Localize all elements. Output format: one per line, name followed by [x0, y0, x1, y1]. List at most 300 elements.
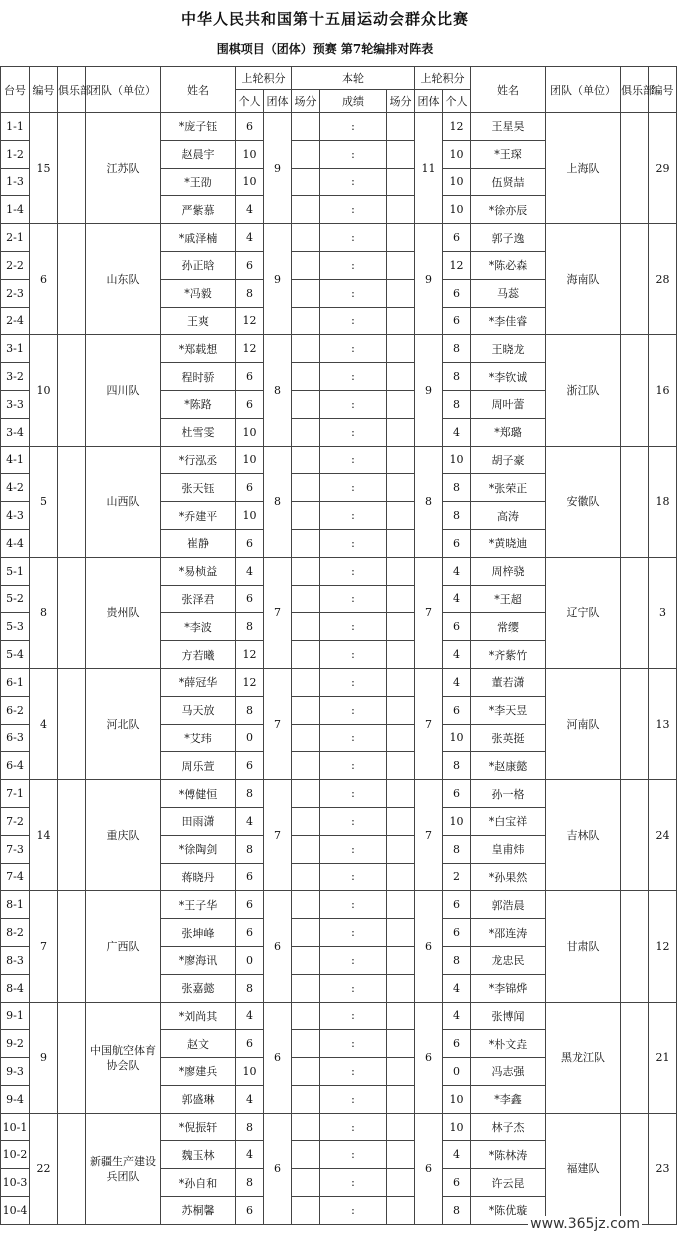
header-match-points-left: 场分 [292, 90, 320, 113]
right-team-number: 23 [649, 1113, 677, 1224]
left-team-number: 7 [30, 891, 58, 1002]
left-match-points [292, 502, 320, 530]
left-player-name: 王爽 [161, 307, 236, 335]
left-individual-score: 12 [236, 668, 264, 696]
right-player-name: *黄晓迪 [471, 529, 546, 557]
left-match-points [292, 752, 320, 780]
left-individual-score: 0 [236, 946, 264, 974]
header-num-left: 编号 [30, 67, 58, 113]
left-match-points [292, 724, 320, 752]
right-player-name: *李鑫 [471, 1085, 546, 1113]
left-individual-score: 6 [236, 752, 264, 780]
table-row [1, 780, 677, 808]
board-number: 3-1 [1, 335, 30, 363]
left-individual-score: 12 [236, 641, 264, 669]
left-player-name: 郭盛琳 [161, 1085, 236, 1113]
left-player-name: 蒋晓丹 [161, 863, 236, 891]
left-individual-score: 8 [236, 279, 264, 307]
result-cell: : [320, 1141, 387, 1169]
board-number: 4-2 [1, 474, 30, 502]
right-player-name: 孙一格 [471, 780, 546, 808]
right-match-points [387, 974, 415, 1002]
right-match-points [387, 363, 415, 391]
left-individual-score: 6 [236, 390, 264, 418]
left-individual-score: 6 [236, 585, 264, 613]
board-number: 8-2 [1, 919, 30, 947]
header-team-left: 团队（单位） [86, 67, 161, 113]
right-individual-score: 6 [443, 529, 471, 557]
board-number: 2-4 [1, 307, 30, 335]
right-club [621, 1113, 649, 1224]
right-player-name: 皇甫炜 [471, 835, 546, 863]
left-player-name: *倪振轩 [161, 1113, 236, 1141]
left-match-points [292, 1113, 320, 1141]
right-team-score: 6 [415, 891, 443, 1002]
result-cell: : [320, 1169, 387, 1197]
result-cell: : [320, 1113, 387, 1141]
right-individual-score: 10 [443, 807, 471, 835]
right-player-name: 王星昊 [471, 113, 546, 141]
left-player-name: 马天放 [161, 696, 236, 724]
right-team-score: 8 [415, 446, 443, 557]
left-individual-score: 8 [236, 974, 264, 1002]
board-number: 2-1 [1, 224, 30, 252]
right-team-score: 7 [415, 557, 443, 668]
left-team-number: 4 [30, 668, 58, 779]
right-match-points [387, 668, 415, 696]
left-club [58, 1002, 86, 1113]
left-individual-score: 8 [236, 613, 264, 641]
left-player-name: *易桢益 [161, 557, 236, 585]
right-team-number: 13 [649, 668, 677, 779]
result-cell: : [320, 974, 387, 1002]
table-row [1, 1113, 677, 1141]
left-player-name: 崔静 [161, 529, 236, 557]
right-match-points [387, 613, 415, 641]
right-team-number: 3 [649, 557, 677, 668]
right-player-name: *白宝祥 [471, 807, 546, 835]
left-team-name: 四川队 [86, 335, 161, 446]
left-team-name: 江苏队 [86, 113, 161, 224]
left-match-points [292, 224, 320, 252]
right-individual-score: 10 [443, 196, 471, 224]
left-team-score: 9 [264, 113, 292, 224]
right-match-points [387, 335, 415, 363]
right-team-score: 7 [415, 780, 443, 891]
right-player-name: 龙忠民 [471, 946, 546, 974]
pairing-table [0, 66, 677, 1225]
header-individual-left: 个人 [236, 90, 264, 113]
right-match-points [387, 891, 415, 919]
result-cell: : [320, 946, 387, 974]
right-player-name: 马蕊 [471, 279, 546, 307]
left-team-score: 7 [264, 557, 292, 668]
left-team-number: 8 [30, 557, 58, 668]
right-player-name: 伍贤喆 [471, 168, 546, 196]
result-cell: : [320, 641, 387, 669]
right-player-name: *陈优璇 [471, 1197, 546, 1225]
left-player-name: 杜雪雯 [161, 418, 236, 446]
left-team-number: 22 [30, 1113, 58, 1224]
left-player-name: 张天钰 [161, 474, 236, 502]
page-title: 中华人民共和国第十五届运动会群众比赛 [180, 10, 469, 28]
header-team-sub-left: 团体 [264, 90, 292, 113]
right-individual-score: 8 [443, 1197, 471, 1225]
result-cell: : [320, 113, 387, 141]
left-match-points [292, 168, 320, 196]
right-individual-score: 8 [443, 835, 471, 863]
left-team-score: 7 [264, 668, 292, 779]
result-cell: : [320, 1058, 387, 1086]
right-match-points [387, 307, 415, 335]
right-match-points [387, 279, 415, 307]
left-team-score: 9 [264, 224, 292, 335]
right-match-points [387, 557, 415, 585]
table-row [1, 557, 677, 585]
right-match-points [387, 418, 415, 446]
left-team-score: 8 [264, 335, 292, 446]
left-team-name: 山西队 [86, 446, 161, 557]
left-match-points [292, 641, 320, 669]
table-row [1, 891, 677, 919]
left-individual-score: 6 [236, 891, 264, 919]
right-individual-score: 4 [443, 1002, 471, 1030]
left-player-name: 程时骄 [161, 363, 236, 391]
left-individual-score: 6 [236, 474, 264, 502]
left-individual-score: 10 [236, 418, 264, 446]
right-individual-score: 10 [443, 1113, 471, 1141]
left-player-name: *王子华 [161, 891, 236, 919]
left-individual-score: 6 [236, 251, 264, 279]
board-number: 5-2 [1, 585, 30, 613]
right-individual-score: 6 [443, 307, 471, 335]
left-player-name: 苏桐馨 [161, 1197, 236, 1225]
left-match-points [292, 140, 320, 168]
left-match-points [292, 196, 320, 224]
left-match-points [292, 557, 320, 585]
left-team-number: 5 [30, 446, 58, 557]
right-player-name: 周叶蕾 [471, 390, 546, 418]
right-individual-score: 6 [443, 919, 471, 947]
result-cell: : [320, 891, 387, 919]
left-team-score: 6 [264, 1113, 292, 1224]
left-individual-score: 10 [236, 140, 264, 168]
right-match-points [387, 251, 415, 279]
left-player-name: *薛冠华 [161, 668, 236, 696]
right-match-points [387, 390, 415, 418]
right-match-points [387, 502, 415, 530]
right-match-points [387, 585, 415, 613]
left-club [58, 1113, 86, 1224]
right-match-points [387, 140, 415, 168]
right-player-name: *徐亦辰 [471, 196, 546, 224]
result-cell: : [320, 1030, 387, 1058]
right-team-name: 海南队 [546, 224, 621, 335]
left-player-name: *廖建兵 [161, 1058, 236, 1086]
right-match-points [387, 780, 415, 808]
right-team-name: 黑龙江队 [546, 1002, 621, 1113]
header-team-sub-right: 团体 [415, 90, 443, 113]
board-number: 7-2 [1, 807, 30, 835]
header-prev-score-right: 上轮积分 [415, 67, 471, 90]
left-player-name: *孙自和 [161, 1169, 236, 1197]
right-player-name: *齐紫竹 [471, 641, 546, 669]
right-team-name: 河南队 [546, 668, 621, 779]
left-club [58, 446, 86, 557]
right-match-points [387, 113, 415, 141]
right-individual-score: 4 [443, 974, 471, 1002]
result-cell: : [320, 696, 387, 724]
right-match-points [387, 752, 415, 780]
right-player-name: 郭浩晨 [471, 891, 546, 919]
right-club [621, 557, 649, 668]
board-number: 1-4 [1, 196, 30, 224]
left-team-name: 重庆队 [86, 780, 161, 891]
right-player-name: *朴文垚 [471, 1030, 546, 1058]
header-prev-score-left: 上轮积分 [236, 67, 292, 90]
right-player-name: 王晓龙 [471, 335, 546, 363]
right-club [621, 780, 649, 891]
left-match-points [292, 251, 320, 279]
left-individual-score: 10 [236, 1058, 264, 1086]
watermark-text: www.365jz.com [530, 1216, 640, 1232]
right-match-points [387, 1169, 415, 1197]
left-individual-score: 6 [236, 1030, 264, 1058]
board-number: 1-3 [1, 168, 30, 196]
left-club [58, 113, 86, 224]
left-player-name: *庞子钰 [161, 113, 236, 141]
left-match-points [292, 974, 320, 1002]
left-match-points [292, 1002, 320, 1030]
right-match-points [387, 1085, 415, 1113]
left-match-points [292, 1058, 320, 1086]
left-player-name: *乔建平 [161, 502, 236, 530]
board-number: 9-3 [1, 1058, 30, 1086]
left-team-number: 6 [30, 224, 58, 335]
left-club [58, 557, 86, 668]
result-cell: : [320, 668, 387, 696]
result-cell: : [320, 390, 387, 418]
left-player-name: 孙正晗 [161, 251, 236, 279]
left-match-points [292, 891, 320, 919]
result-cell: : [320, 613, 387, 641]
right-individual-score: 12 [443, 113, 471, 141]
left-match-points [292, 446, 320, 474]
right-team-number: 21 [649, 1002, 677, 1113]
result-cell: : [320, 446, 387, 474]
left-match-points [292, 1030, 320, 1058]
right-club [621, 446, 649, 557]
left-individual-score: 10 [236, 446, 264, 474]
board-number: 8-4 [1, 974, 30, 1002]
right-player-name: *赵康懿 [471, 752, 546, 780]
left-match-points [292, 307, 320, 335]
right-player-name: *郑璐 [471, 418, 546, 446]
right-individual-score: 8 [443, 335, 471, 363]
right-individual-score: 10 [443, 724, 471, 752]
left-player-name: *刘尚其 [161, 1002, 236, 1030]
right-individual-score: 2 [443, 863, 471, 891]
left-team-number: 15 [30, 113, 58, 224]
left-club [58, 668, 86, 779]
right-individual-score: 10 [443, 140, 471, 168]
table-row [1, 335, 677, 363]
result-cell: : [320, 140, 387, 168]
table-row [1, 224, 677, 252]
table-row [1, 113, 677, 141]
board-number: 8-3 [1, 946, 30, 974]
left-player-name: 张坤峰 [161, 919, 236, 947]
right-team-name: 吉林队 [546, 780, 621, 891]
header-club-right: 俱乐部 [621, 67, 649, 113]
board-number: 4-3 [1, 502, 30, 530]
left-individual-score: 8 [236, 696, 264, 724]
right-team-name: 辽宁队 [546, 557, 621, 668]
left-individual-score: 6 [236, 1197, 264, 1225]
header-board: 台号 [1, 67, 30, 113]
left-match-points [292, 1141, 320, 1169]
left-player-name: *行泓丞 [161, 446, 236, 474]
left-player-name: *王劭 [161, 168, 236, 196]
right-player-name: 周梓骁 [471, 557, 546, 585]
left-match-points [292, 335, 320, 363]
left-individual-score: 12 [236, 335, 264, 363]
left-match-points [292, 835, 320, 863]
board-number: 7-3 [1, 835, 30, 863]
left-match-points [292, 1197, 320, 1225]
left-player-name: *陈路 [161, 390, 236, 418]
board-number: 10-4 [1, 1197, 30, 1225]
table-row [1, 668, 677, 696]
right-club [621, 224, 649, 335]
left-team-name: 中国航空体育协会队 [86, 1002, 161, 1113]
left-match-points [292, 780, 320, 808]
header-individual-right: 个人 [443, 90, 471, 113]
left-individual-score: 4 [236, 224, 264, 252]
left-individual-score: 6 [236, 113, 264, 141]
right-club [621, 335, 649, 446]
right-individual-score: 8 [443, 390, 471, 418]
board-number: 6-2 [1, 696, 30, 724]
table-row [1, 446, 677, 474]
left-team-number: 14 [30, 780, 58, 891]
board-number: 9-2 [1, 1030, 30, 1058]
right-team-name: 浙江队 [546, 335, 621, 446]
right-individual-score: 4 [443, 668, 471, 696]
right-match-points [387, 863, 415, 891]
result-cell: : [320, 224, 387, 252]
right-individual-score: 6 [443, 224, 471, 252]
result-cell: : [320, 919, 387, 947]
left-match-points [292, 1169, 320, 1197]
left-match-points [292, 585, 320, 613]
left-match-points [292, 113, 320, 141]
left-team-name: 广西队 [86, 891, 161, 1002]
right-player-name: *李天昱 [471, 696, 546, 724]
right-individual-score: 4 [443, 557, 471, 585]
result-cell: : [320, 196, 387, 224]
result-cell: : [320, 752, 387, 780]
right-match-points [387, 1058, 415, 1086]
right-team-name: 安徽队 [546, 446, 621, 557]
left-individual-score: 6 [236, 919, 264, 947]
right-match-points [387, 696, 415, 724]
right-club [621, 113, 649, 224]
right-individual-score: 6 [443, 613, 471, 641]
left-player-name: 赵晨宇 [161, 140, 236, 168]
left-match-points [292, 1085, 320, 1113]
header-match-points-right: 场分 [387, 90, 415, 113]
result-cell: : [320, 807, 387, 835]
right-player-name: 常缨 [471, 613, 546, 641]
header-num-right: 编号 [649, 67, 677, 113]
result-cell: : [320, 418, 387, 446]
right-match-points [387, 529, 415, 557]
right-individual-score: 4 [443, 418, 471, 446]
left-player-name: *傅健恒 [161, 780, 236, 808]
left-match-points [292, 363, 320, 391]
left-player-name: *戚泽楠 [161, 224, 236, 252]
result-cell: : [320, 474, 387, 502]
result-cell: : [320, 529, 387, 557]
left-match-points [292, 863, 320, 891]
left-player-name: *艾玮 [161, 724, 236, 752]
header-club-left: 俱乐部 [58, 67, 86, 113]
right-individual-score: 12 [443, 251, 471, 279]
right-individual-score: 6 [443, 891, 471, 919]
right-individual-score: 10 [443, 168, 471, 196]
board-number: 2-3 [1, 279, 30, 307]
left-individual-score: 8 [236, 1113, 264, 1141]
right-club [621, 891, 649, 1002]
left-player-name: *郑载想 [161, 335, 236, 363]
right-individual-score: 6 [443, 780, 471, 808]
result-cell: : [320, 251, 387, 279]
board-number: 7-1 [1, 780, 30, 808]
left-match-points [292, 390, 320, 418]
left-individual-score: 4 [236, 1085, 264, 1113]
right-player-name: *陈必森 [471, 251, 546, 279]
right-match-points [387, 1030, 415, 1058]
left-individual-score: 10 [236, 502, 264, 530]
left-player-name: *冯毅 [161, 279, 236, 307]
right-individual-score: 6 [443, 279, 471, 307]
left-individual-score: 4 [236, 557, 264, 585]
right-individual-score: 8 [443, 474, 471, 502]
board-number: 1-2 [1, 140, 30, 168]
left-match-points [292, 474, 320, 502]
right-team-score: 6 [415, 1113, 443, 1224]
left-individual-score: 10 [236, 168, 264, 196]
board-number: 9-1 [1, 1002, 30, 1030]
right-player-name: 许云昆 [471, 1169, 546, 1197]
right-individual-score: 8 [443, 946, 471, 974]
left-club [58, 224, 86, 335]
board-number: 3-3 [1, 390, 30, 418]
right-team-number: 12 [649, 891, 677, 1002]
left-individual-score: 12 [236, 307, 264, 335]
board-number: 7-4 [1, 863, 30, 891]
board-number: 10-2 [1, 1141, 30, 1169]
header-team-right: 团队（单位） [546, 67, 621, 113]
right-player-name: 高涛 [471, 502, 546, 530]
header-this-round: 本轮 [292, 67, 415, 90]
right-player-name: 郭子逸 [471, 224, 546, 252]
board-number: 3-2 [1, 363, 30, 391]
right-team-score: 6 [415, 1002, 443, 1113]
left-club [58, 780, 86, 891]
left-individual-score: 8 [236, 780, 264, 808]
